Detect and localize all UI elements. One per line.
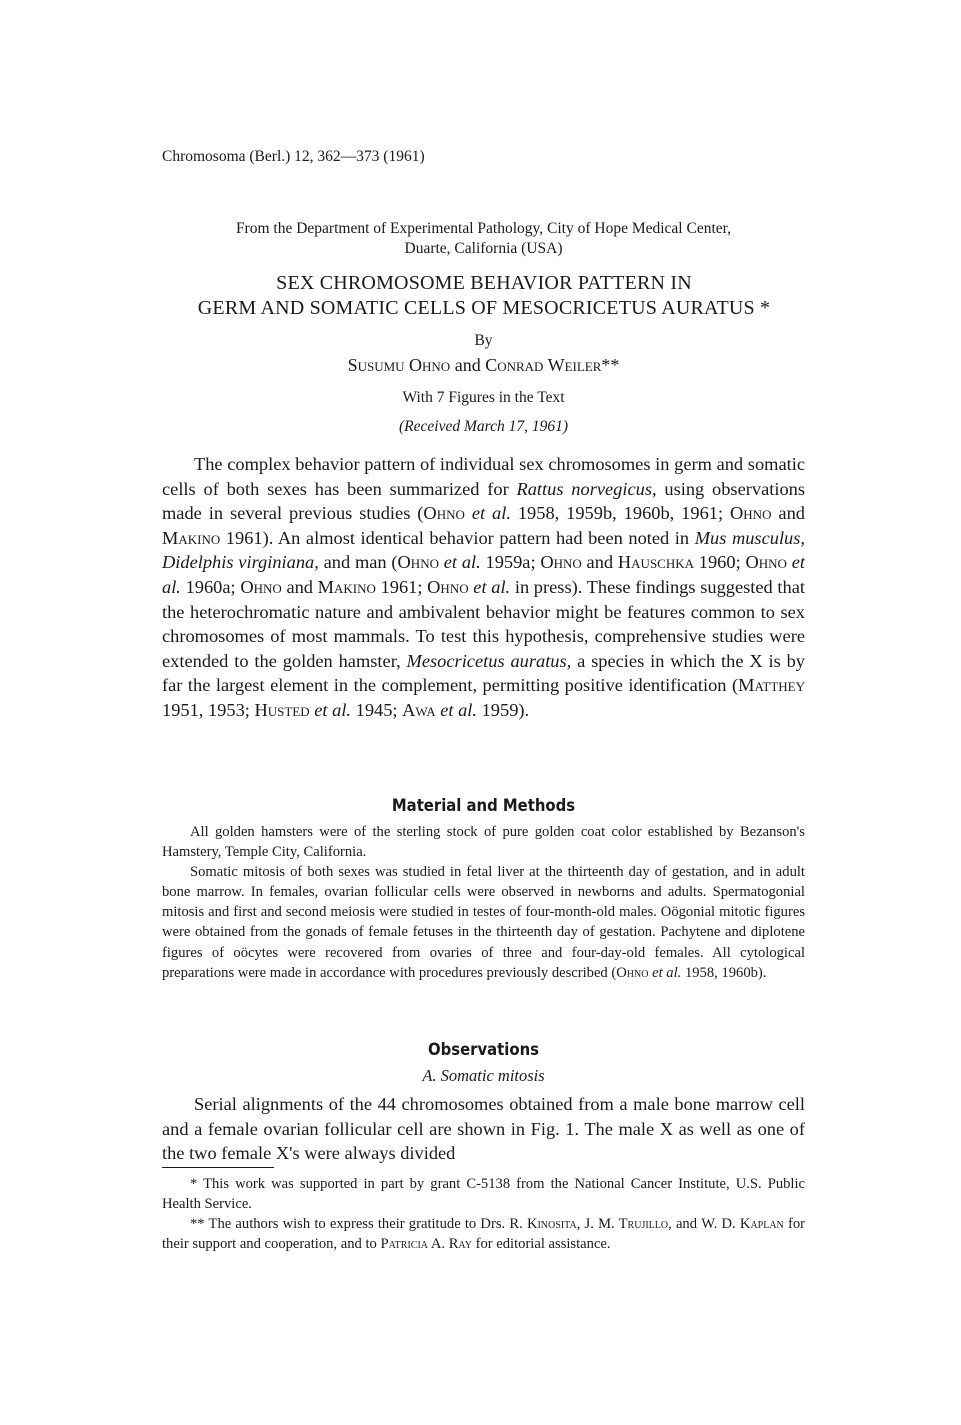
observations-paragraph-1: Serial alignments of the 44 chromosomes obtained from a male bone marrow cell and a female ovarian follicular cell are shown in Fig. 1. The male X as well as one of the two female X's were always divided [162,1094,805,1164]
methods-section [162,822,805,983]
methods-heading: Material and Methods [391,796,576,815]
authors-conjunction: and [454,355,481,375]
observations-text [162,1092,805,1166]
footnote-1: * This work was supported in part by grant C-5138 from the National Cancer Institute, U.S. Public Health Service. [162,1176,805,1212]
journal-reference: Chromosoma (Berl.) 12, 362—373 (1961) [162,148,425,165]
methods-paragraph-1: All golden hamsters were of the sterling stock of pure golden coat color established by Bezanson's Hamstery, Temple City, California. [162,824,805,861]
footnote-2: ** The authors wish to express their gratitude to Drs. R. Kinosita, J. M. Trujillo, and W. D. Kaplan for their support and cooperation, and to Patricia A. Ray for editorial assistance. [162,1216,805,1252]
footnotes [162,1174,805,1254]
byline: By [474,332,493,349]
affiliation-line-2: Duarte, California (USA) [404,240,563,257]
title-line-1: SEX CHROMOSOME BEHAVIOR PATTERN IN [276,272,692,294]
intro-paragraph: The complex behavior pattern of individual sex chromosomes in germ and somatic cells of both sexes has been summarized for Rattus norvegicus, using observations made in several previous studies (Ohno et al. 1958, 1959b, 1960b, 1961; Ohno and Makino 1961). An almost identical behavior pattern had been noted in Mus musculus, Didelphis virginiana, and man (Ohno et al. 1959a; Ohno and Hauschka 1960; Ohno et al. 1960a; Ohno and Makino 1961; Ohno et al. in press). These findings suggested that the heterochromatic nature and ambivalent behavior might be features common to sex chromosomes of most mammals. To test this hypothesis, comprehensive studies were extended to the golden hamster, Mesocricetus auratus, a species in which the X is by far the largest element in the complement, permitting positive identification (Matthey 1951, 1953; Husted et al. 1945; Awa et al. 1959). [162,454,806,720]
received-date: (Received March 17, 1961) [399,418,568,435]
introduction [162,452,805,723]
footnote-divider [162,1167,274,1168]
affiliation-line-1: From the Department of Experimental Pathology, City of Hope Medical Center, [235,220,732,237]
author-footnote-mark: ** [601,355,620,375]
title-line-2: GERM AND SOMATIC CELLS OF MESOCRICETUS AURATUS * [197,297,771,319]
affiliation [162,219,805,259]
observations-heading: Observations [428,1040,539,1059]
authors [162,355,805,376]
article-title [150,271,818,321]
figures-note: With 7 Figures in the Text [402,389,565,406]
author-2: Conrad Weiler [485,355,602,375]
somatic-mitosis-subheading: A. Somatic mitosis [422,1066,545,1085]
methods-paragraph-2: Somatic mitosis of both sexes was studied in fetal liver at the thirteenth day of gestation, and in adult bone marrow. In females, ovarian follicular cells were observed in newborns and adults. Spermatogonial mitosis and first and second meiosis were studied in testes of four-month-old males. Oögonial mitotic figures were obtained from the gonads of female fetuses in the thirteenth day of gestation. Pachytene and diplotene figures of oöcytes were recovered from ovaries of three and four-day-old females. All cytological preparations were made in accordance with procedures previously described (Ohno et al. 1958, 1960b). [162,864,805,981]
author-1: Susumu Ohno [347,355,451,375]
